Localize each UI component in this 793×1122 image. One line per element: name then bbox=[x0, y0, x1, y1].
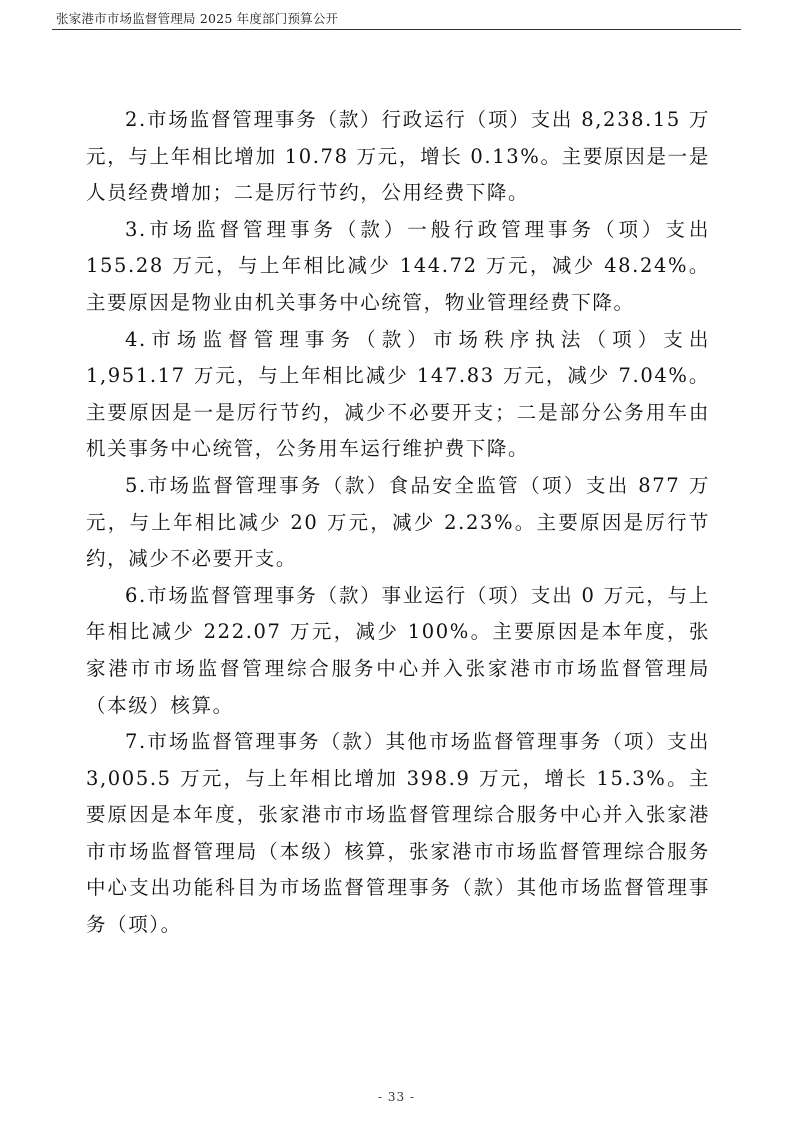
paragraph-item-4: 4.市场监督管理事务（款）市场秩序执法（项）支出 1,951.17 万元，与上年相比减少 147.83 万元，减少 7.04%。主要原因是一是厉行节约，减少不必要开支；二是部分公务用车由机关事务中心统管，公务用车运行维护费下降。 bbox=[86, 327, 710, 461]
paragraph-item-5: 5.市场监督管理事务（款）食品安全监管（项）支出 877 万元，与上年相比减少 20 万元，减少 2.23%。主要原因是厉行节约，减少不必要开支。 bbox=[86, 473, 710, 571]
page-header-title: 张家港市市场监督管理局 2025 年度部门预算公开 bbox=[56, 11, 339, 26]
document-body bbox=[86, 102, 710, 944]
paragraph-item-6: 6.市场监督管理事务（款）事业运行（项）支出 0 万元，与上年相比减少 222.07 万元，减少 100%。主要原因是本年度，张家港市市场监督管理综合服务中心并入张家港市市场监督管理局（本级）核算。 bbox=[86, 583, 710, 717]
paragraph-item-2: 2.市场监督管理事务（款）行政运行（项）支出 8,238.15 万元，与上年相比增加 10.78 万元，增长 0.13%。主要原因是一是人员经费增加；二是厉行节约，公用经费下降。 bbox=[86, 108, 710, 205]
paragraph-item-3: 3.市场监督管理事务（款）一般行政管理事务（项）支出 155.28 万元，与上年相比减少 144.72 万元，减少 48.24%。主要原因是物业由机关事务中心统管，物业管理经费下降。 bbox=[86, 217, 710, 314]
paragraph-item-7: 7.市场监督管理事务（款）其他市场监督管理事务（项）支出 3,005.5 万元，与上年相比增加 398.9 万元，增长 15.3%。主要原因是本年度，张家港市市场监督管理综合服务中心并入张家港市市场监督管理局（本级）核算，张家港市市场监督管理综合服务中心支出功能科目为市场监督管理事务（款）其他市场监督管理事务（项）。 bbox=[86, 730, 710, 937]
page-number: - 33 - bbox=[377, 1090, 415, 1104]
header-divider bbox=[52, 29, 741, 30]
